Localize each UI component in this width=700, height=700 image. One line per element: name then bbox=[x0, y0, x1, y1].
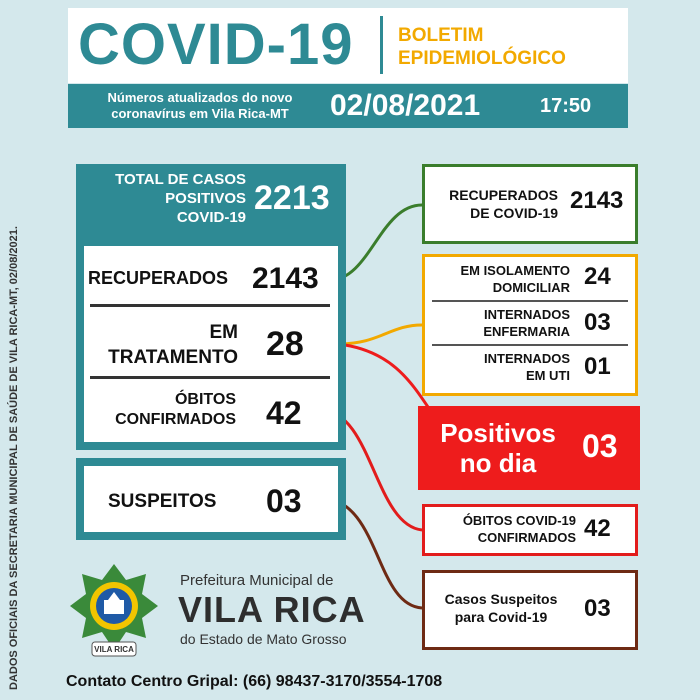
total-cases-label-line2: POSITIVOS bbox=[165, 190, 246, 207]
recovered-detail-label-line1: RECUPERADOS bbox=[449, 187, 558, 203]
recovered-value: 2143 bbox=[252, 262, 319, 295]
total-cases-label-line3: COVID-19 bbox=[176, 209, 246, 226]
emblem-text: VILA RICA bbox=[94, 645, 134, 654]
deaths-label-line1: ÓBITOS bbox=[174, 391, 236, 408]
bulletin-date: 02/08/2021 bbox=[330, 89, 481, 122]
divider bbox=[90, 304, 330, 307]
positives-today-label bbox=[428, 418, 568, 478]
positives-today-label-line2: no dia bbox=[459, 448, 537, 478]
ward-hospitalized-label-line1: INTERNADOS bbox=[484, 307, 570, 322]
ward-hospitalized-label-line2: ENFERMARIA bbox=[483, 324, 570, 339]
in-treatment-label-line2: TRATAMENTO bbox=[108, 347, 238, 368]
icu-hospitalized-label-line1: INTERNADOS bbox=[484, 351, 570, 366]
positives-today-label-line1: Positivos bbox=[440, 418, 556, 448]
positives-today-value: 03 bbox=[582, 428, 618, 464]
municipality-prefix: Prefeitura Municipal de bbox=[180, 572, 334, 589]
total-cases-label-line1: TOTAL DE CASOS bbox=[115, 171, 246, 188]
connector-tratamento-positivos bbox=[338, 344, 430, 410]
suspects-label: SUSPEITOS bbox=[108, 491, 217, 512]
state-line: do Estado de Mato Grosso bbox=[180, 631, 347, 647]
recovered-label: RECUPERADOS bbox=[88, 268, 229, 288]
recovered-detail-label-line2: DE COVID-19 bbox=[470, 205, 558, 221]
official-data-note: DADOS OFICIAIS DA SECRETARIA MUNICIPAL DE SAÚDE DE VILA RICA-MT, 02/08/2021. bbox=[8, 226, 20, 690]
suspects-detail-label-line1: Casos Suspeitos bbox=[444, 591, 558, 607]
in-treatment-label-line1: EM bbox=[209, 322, 238, 343]
icu-hospitalized-label bbox=[430, 350, 570, 384]
city-name: VILA RICA bbox=[178, 589, 366, 630]
recovered-detail-value: 2143 bbox=[570, 187, 624, 214]
header-description-line2: coronavírus em Vila Rica-MT bbox=[111, 106, 289, 121]
total-cases-value: 2213 bbox=[254, 179, 330, 217]
deaths-label-line2: CONFIRMADOS bbox=[115, 411, 236, 428]
ward-hospitalized-label bbox=[430, 306, 570, 340]
deaths-detail-label bbox=[430, 512, 576, 546]
divider bbox=[90, 376, 330, 379]
bulletin-subtitle-line1: BOLETIM bbox=[398, 25, 484, 46]
home-isolation-value: 24 bbox=[584, 263, 611, 290]
home-isolation-label-line1: EM ISOLAMENTO bbox=[460, 263, 570, 278]
home-isolation-label-line2: DOMICILIAR bbox=[492, 280, 570, 295]
in-treatment-label bbox=[96, 320, 238, 370]
deaths-detail-label-line1: ÓBITOS COVID-19 bbox=[462, 513, 576, 528]
deaths-value: 42 bbox=[266, 395, 302, 431]
total-cases-label bbox=[84, 170, 246, 227]
recovered-detail-label bbox=[430, 186, 558, 222]
suspects-value: 03 bbox=[266, 483, 302, 519]
coat-of-arms-icon bbox=[68, 560, 160, 660]
home-isolation-label bbox=[430, 262, 570, 296]
suspects-detail-label-line2: para Covid-19 bbox=[454, 609, 548, 625]
deaths-detail-value: 42 bbox=[584, 515, 611, 542]
connector-tratamento-isolamento bbox=[338, 325, 422, 344]
suspects-detail-label bbox=[430, 590, 572, 626]
deaths-detail-label-line2: CONFIRMADOS bbox=[477, 530, 576, 545]
header-description-line1: Números atualizados do novo bbox=[107, 90, 293, 105]
contact-info: Contato Centro Gripal: (66) 98437-3170/3554-1708 bbox=[66, 673, 443, 690]
icu-hospitalized-value: 01 bbox=[584, 353, 611, 380]
divider bbox=[432, 300, 628, 302]
bulletin-subtitle-line2: EPIDEMIOLÓGICO bbox=[398, 48, 566, 69]
suspects-detail-value: 03 bbox=[584, 595, 611, 622]
ward-hospitalized-value: 03 bbox=[584, 309, 611, 336]
bulletin-time: 17:50 bbox=[540, 95, 592, 117]
deaths-label bbox=[96, 390, 236, 430]
divider bbox=[432, 344, 628, 346]
page-title: COVID-19 bbox=[78, 12, 354, 77]
in-treatment-value: 28 bbox=[266, 325, 304, 363]
icu-hospitalized-label-line2: EM UTI bbox=[525, 368, 570, 383]
